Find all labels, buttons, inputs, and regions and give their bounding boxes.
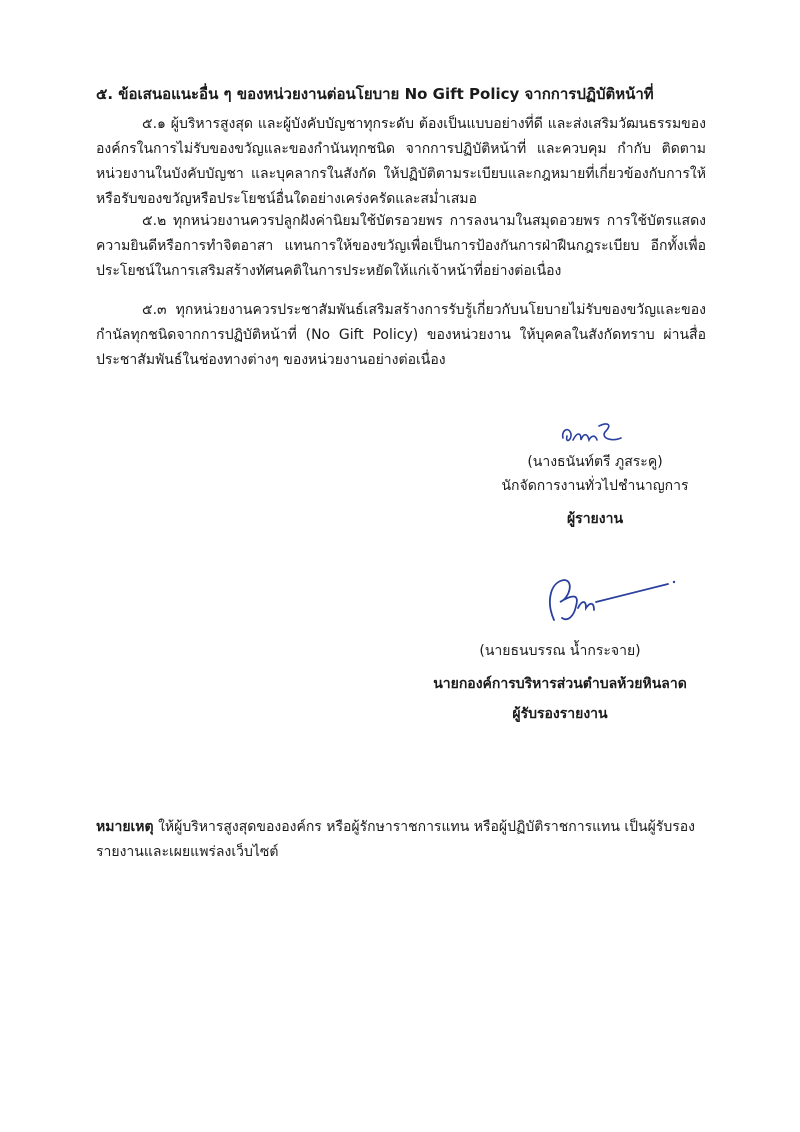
reporter-name: (นางธนันท์ตรี ภูสระคู) xyxy=(527,454,663,470)
reporter-block xyxy=(470,450,720,531)
footnote-label: หมายเหตุ xyxy=(96,819,154,835)
certifier-block xyxy=(420,639,700,726)
paragraph-5-3 xyxy=(96,298,706,373)
certifier-signature xyxy=(540,572,680,632)
reporter-role: ผู้รายงาน xyxy=(566,511,624,527)
paragraph-text: ๕.๓ ทุกหน่วยงานควรประชาสัมพันธ์เสริมสร้างการรับรู้เกี่ยวกับนโยบายไม่รับของขวัญและของกำนัลทุกชนิดจากการปฏิบัติหน้าที่ (No Gift Policy) ของหน่วยงาน ให้บุคคลในสังกัดทราบ ผ่านสื่อประชาสัมพันธ์ในช่องทางต่างๆ ของหน่วยงานอย่างต่อเนื่อง xyxy=(96,302,706,368)
footnote-text: ให้ผู้บริหารสูงสุดขององค์กร หรือผู้รักษาราชการแทน หรือผู้ปฏิบัติราชการแทน เป็นผู้รับรองรายงานและเผยแพร่ลงเว็บไซต์ xyxy=(96,819,695,860)
paragraph-text: ๕.๒ ทุกหน่วยงานควรปลูกฝังค่านิยมใช้บัตรอวยพร การลงนามในสมุดอวยพร การใช้บัตรแสดงความยินดีหรือการทำจิตอาสา แทนการให้ของขวัญเพื่อเป็นการป้องกันการฝ่าฝืนกฎระเบียบ อีกทั้งเพื่อประโยชน์ในการเสริมสร้างทัศนคติในการประหยัดให้แก่เจ้าหน้าที่อย่างต่อเนื่อง xyxy=(96,213,706,279)
certifier-role: ผู้รับรองรายงาน xyxy=(512,706,608,722)
certifier-name: (นายธนบรรณ น้ำกระจาย) xyxy=(479,643,641,659)
section-heading: ๕. ข้อเสนอแนะอื่น ๆ ของหน่วยงานต่อนโยบาย No Gift Policy จากการปฏิบัติหน้าที่ xyxy=(96,85,654,103)
paragraph-5-1 xyxy=(96,112,706,212)
certifier-position: นายกองค์การบริหารส่วนตำบลห้วยหินลาด xyxy=(433,676,687,692)
paragraph-5-2 xyxy=(96,209,706,284)
paragraph-text: ๕.๑ ผู้บริหารสูงสุด และผู้บังคับบัญชาทุกระดับ ต้องเป็นแบบอย่างที่ดี และส่งเสริมวัฒนธรรมขององค์กรในการไม่รับของขวัญและของกำนันทุกชนิด จากการปฏิบัติหน้าที่ และควบคุม กำกับ ติดตาม หน่วยงานในบังคับบัญชา และบุคลากรในสังกัด ให้ปฏิบัติตามระเบียบและกฎหมายที่เกี่ยวข้องกับการให้หรือรับของขวัญหรือประโยชน์อื่นใดอย่างเคร่งครัดและสม่ำเสมอ xyxy=(96,116,706,207)
reporter-signature xyxy=(555,418,635,454)
footnote xyxy=(96,815,706,865)
reporter-position: นักจัดการงานทั่วไปชำนาญการ xyxy=(501,478,689,494)
